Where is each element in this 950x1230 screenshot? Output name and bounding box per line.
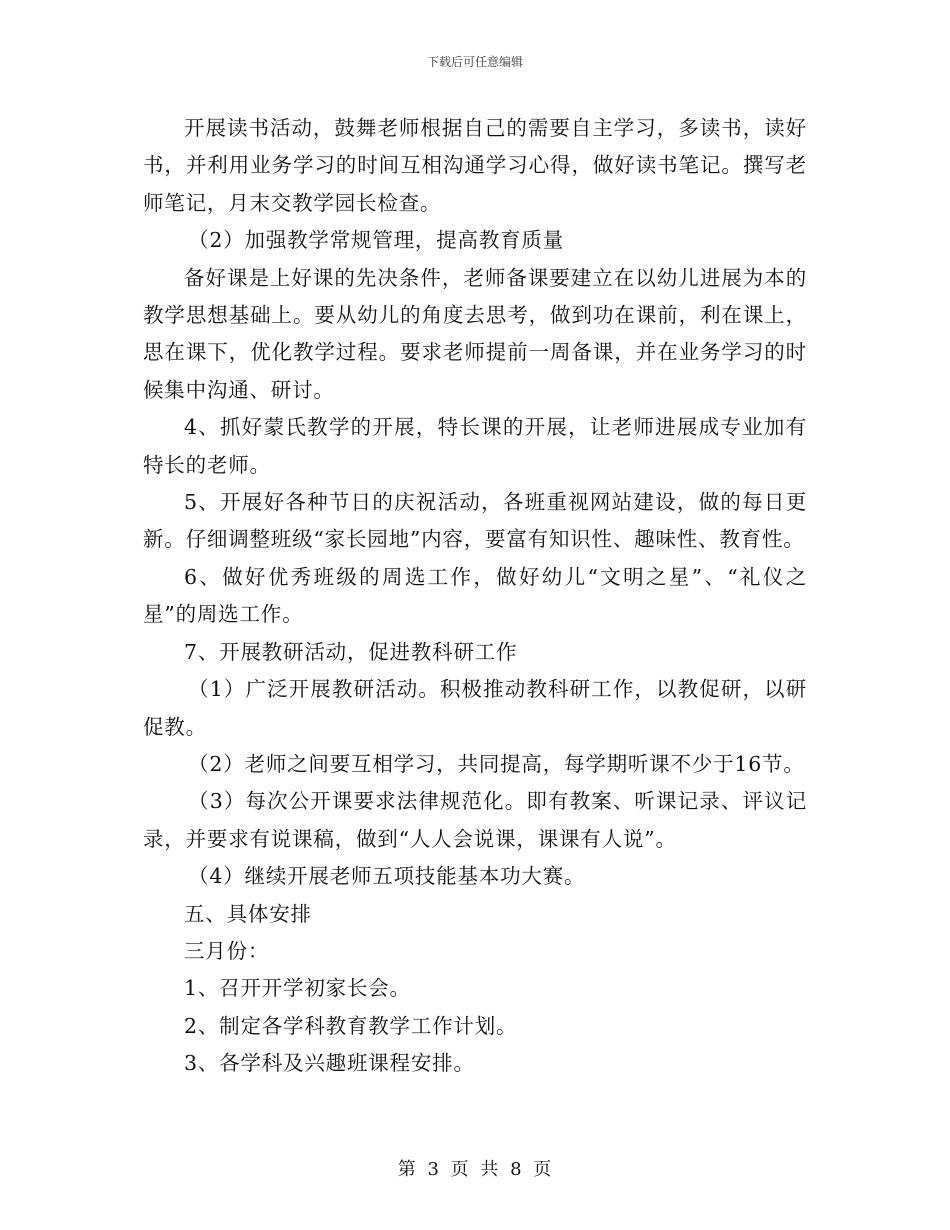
paragraph-sub-1: （1）广泛开展教研活动。积极推动教科研工作，以教促研，以研促教。 [143, 677, 807, 739]
paragraph-item-6: 6、做好优秀班级的周选工作，做好幼儿“文明之星”、“礼仪之星”的周选工作。 [143, 564, 807, 627]
paragraph-sub-2: （2）老师之间要互相学习，共同提高，每学期听课不少于16节。 [188, 751, 805, 776]
page-header-note: 下载后可任意编辑 [426, 55, 523, 69]
paragraph-march-item-3: 3、各学科及兴趣班课程安排。 [184, 1051, 475, 1076]
paragraph-lesson-prep: 备好课是上好课的先决条件，老师备课要建立在以幼儿进展为本的教学思想基础上。要从幼儿的角度去思考，做到功在课前，利在课上，思在课下，优化教学过程。要求老师提前一周备课，并在业务学习的时候集中沟通、研讨。 [143, 265, 807, 402]
paragraph-item-5: 5、开展好各种节日的庆祝活动，各班重视网站建设，做的每日更新。仔细调整班级“家长园地”内容，要富有知识性、趣味性、教育性。 [143, 490, 807, 552]
paragraph-march-item-2: 2、制定各学科教育教学工作计划。 [184, 1013, 518, 1038]
paragraph-march-item-1: 1、召开开学初家长会。 [184, 976, 411, 1001]
paragraph-item-7: 7、开展教研活动，促进教科研工作 [184, 639, 518, 664]
paragraph-reading-activity: 开展读书活动，鼓舞老师根据自己的需要自主学习，多读书，读好书，并利用业务学习的时间互相沟通学习心得，做好读书笔记。撰写老师笔记，月末交教学园长检查。 [143, 116, 807, 215]
paragraph-heading-teaching-routine: （2）加强教学常规管理，提高教育质量 [188, 228, 565, 253]
document-body [143, 110, 807, 1083]
paragraph-sub-4: （4）继续开展老师五项技能基本功大赛。 [188, 864, 586, 889]
paragraph-sub-3: （3）每次公开课要求法律规范化。即有教案、听课记录、评议记录，并要求有说课稿，做到“人人会说课，课课有人说”。 [143, 789, 807, 851]
page-number-footer: 第 3 页 共 8 页 [397, 1159, 553, 1180]
paragraph-section-5-heading: 五、具体安排 [184, 901, 312, 926]
paragraph-item-4: 4、抓好蒙氏教学的开展，特长课的开展，让老师进展成专业加有特长的老师。 [143, 415, 807, 477]
paragraph-march-heading: 三月份： [184, 938, 270, 963]
